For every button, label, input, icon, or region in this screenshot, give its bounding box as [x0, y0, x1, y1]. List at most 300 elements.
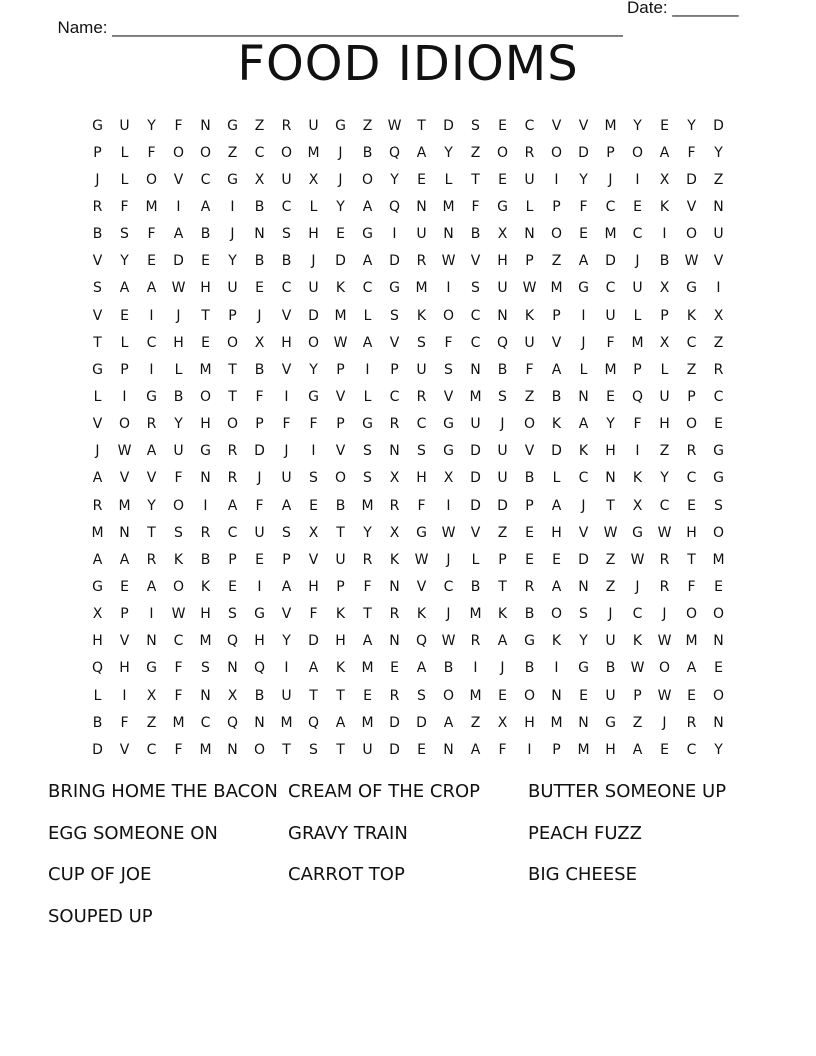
grid-letter[interactable]: O: [172, 578, 185, 595]
grid-letter[interactable]: D: [686, 171, 697, 188]
grid-letter[interactable]: X: [659, 171, 670, 188]
grid-letter[interactable]: Y: [282, 633, 291, 650]
grid-letter[interactable]: C: [254, 144, 265, 161]
grid-letter[interactable]: E: [525, 551, 534, 568]
grid-letter[interactable]: H: [605, 741, 616, 758]
grid-letter[interactable]: K: [335, 606, 346, 623]
grid-letter[interactable]: Z: [605, 578, 616, 595]
grid-letter[interactable]: J: [581, 334, 586, 351]
grid-letter[interactable]: B: [173, 388, 184, 405]
grid-letter[interactable]: K: [686, 307, 697, 324]
grid-letter[interactable]: R: [227, 443, 238, 460]
grid-letter[interactable]: Y: [606, 416, 615, 433]
grid-letter[interactable]: A: [308, 660, 319, 677]
grid-letter[interactable]: H: [605, 443, 616, 460]
grid-letter[interactable]: O: [199, 144, 212, 161]
grid-letter[interactable]: D: [389, 253, 400, 270]
grid-letter[interactable]: N: [146, 633, 157, 650]
grid-letter[interactable]: U: [254, 524, 265, 541]
grid-letter[interactable]: N: [443, 741, 454, 758]
word-search-grid[interactable]: [84, 112, 732, 763]
grid-letter[interactable]: W: [657, 687, 672, 704]
grid-letter[interactable]: N: [227, 660, 238, 677]
grid-letter[interactable]: H: [497, 253, 508, 270]
grid-letter[interactable]: O: [226, 334, 239, 351]
grid-letter[interactable]: C: [524, 117, 535, 134]
grid-letter[interactable]: V: [335, 443, 346, 460]
grid-letter[interactable]: I: [149, 606, 154, 623]
grid-letter[interactable]: X: [632, 497, 643, 514]
grid-letter[interactable]: F: [174, 741, 183, 758]
grid-letter[interactable]: T: [282, 741, 291, 758]
grid-letter[interactable]: R: [416, 253, 427, 270]
grid-letter[interactable]: A: [281, 497, 292, 514]
grid-letter[interactable]: E: [714, 416, 723, 433]
grid-letter[interactable]: O: [658, 660, 671, 677]
grid-letter[interactable]: X: [389, 470, 400, 487]
grid-letter[interactable]: F: [471, 198, 480, 215]
grid-letter[interactable]: P: [606, 144, 615, 161]
grid-letter[interactable]: K: [389, 551, 400, 568]
grid-letter[interactable]: K: [578, 443, 589, 460]
grid-letter[interactable]: L: [525, 198, 534, 215]
grid-letter[interactable]: H: [254, 633, 265, 650]
grid-letter[interactable]: X: [443, 470, 454, 487]
grid-letter[interactable]: I: [554, 660, 559, 677]
grid-letter[interactable]: V: [119, 633, 130, 650]
grid-letter[interactable]: I: [311, 443, 316, 460]
grid-letter[interactable]: R: [200, 524, 211, 541]
grid-letter[interactable]: W: [630, 660, 645, 677]
grid-letter[interactable]: E: [606, 388, 615, 405]
grid-letter[interactable]: L: [120, 171, 129, 188]
grid-letter[interactable]: J: [662, 606, 667, 623]
grid-letter[interactable]: B: [92, 226, 103, 243]
grid-letter[interactable]: B: [551, 388, 562, 405]
grid-letter[interactable]: V: [389, 334, 400, 351]
grid-letter[interactable]: M: [280, 714, 293, 731]
grid-letter[interactable]: L: [120, 334, 129, 351]
grid-letter[interactable]: I: [635, 443, 640, 460]
grid-letter[interactable]: U: [497, 470, 508, 487]
grid-letter[interactable]: F: [687, 578, 696, 595]
grid-letter[interactable]: P: [336, 578, 345, 595]
grid-letter[interactable]: U: [605, 687, 616, 704]
grid-letter[interactable]: G: [362, 226, 373, 243]
grid-letter[interactable]: G: [146, 660, 157, 677]
grid-letter[interactable]: Z: [713, 334, 724, 351]
grid-letter[interactable]: W: [441, 633, 456, 650]
grid-letter[interactable]: N: [254, 226, 265, 243]
grid-letter[interactable]: P: [498, 551, 507, 568]
grid-letter[interactable]: F: [579, 198, 588, 215]
grid-letter[interactable]: T: [498, 578, 507, 595]
grid-letter[interactable]: X: [389, 524, 400, 541]
grid-letter[interactable]: L: [363, 388, 372, 405]
grid-letter[interactable]: W: [657, 524, 672, 541]
grid-letter[interactable]: C: [173, 633, 184, 650]
grid-letter[interactable]: U: [281, 470, 292, 487]
grid-letter[interactable]: V: [578, 117, 589, 134]
grid-letter[interactable]: D: [470, 470, 481, 487]
grid-letter[interactable]: J: [446, 551, 451, 568]
grid-letter[interactable]: O: [334, 470, 347, 487]
grid-letter[interactable]: L: [174, 361, 183, 378]
grid-letter[interactable]: N: [200, 687, 211, 704]
grid-letter[interactable]: Z: [470, 144, 481, 161]
grid-letter[interactable]: I: [230, 198, 235, 215]
grid-letter[interactable]: I: [662, 226, 667, 243]
grid-letter[interactable]: B: [254, 253, 265, 270]
grid-letter[interactable]: Z: [497, 524, 508, 541]
grid-letter[interactable]: C: [659, 497, 670, 514]
grid-letter[interactable]: O: [307, 334, 320, 351]
grid-letter[interactable]: M: [145, 198, 158, 215]
grid-letter[interactable]: E: [147, 253, 156, 270]
grid-letter[interactable]: C: [227, 524, 238, 541]
grid-letter[interactable]: P: [228, 307, 237, 324]
grid-letter[interactable]: C: [146, 334, 157, 351]
grid-letter[interactable]: T: [228, 388, 237, 405]
grid-letter[interactable]: S: [471, 280, 480, 297]
grid-letter[interactable]: M: [469, 388, 482, 405]
grid-letter[interactable]: I: [284, 660, 289, 677]
grid-letter[interactable]: G: [497, 198, 508, 215]
grid-letter[interactable]: A: [335, 714, 346, 731]
grid-letter[interactable]: M: [361, 660, 374, 677]
grid-letter[interactable]: R: [524, 578, 535, 595]
grid-letter[interactable]: Q: [91, 660, 104, 677]
grid-letter[interactable]: U: [524, 171, 535, 188]
grid-letter[interactable]: H: [308, 578, 319, 595]
grid-letter[interactable]: U: [470, 416, 481, 433]
grid-letter[interactable]: O: [550, 606, 563, 623]
grid-letter[interactable]: O: [550, 226, 563, 243]
grid-letter[interactable]: A: [416, 144, 427, 161]
grid-letter[interactable]: I: [149, 307, 154, 324]
grid-letter[interactable]: D: [713, 117, 724, 134]
grid-letter[interactable]: O: [199, 388, 212, 405]
grid-letter[interactable]: L: [363, 307, 372, 324]
grid-letter[interactable]: L: [120, 144, 129, 161]
grid-letter[interactable]: C: [470, 307, 481, 324]
grid-letter[interactable]: N: [200, 117, 211, 134]
grid-letter[interactable]: G: [308, 388, 319, 405]
grid-letter[interactable]: C: [686, 741, 697, 758]
grid-letter[interactable]: A: [92, 470, 103, 487]
grid-letter[interactable]: S: [120, 226, 129, 243]
grid-letter[interactable]: H: [416, 470, 427, 487]
grid-letter[interactable]: G: [524, 633, 535, 650]
grid-letter[interactable]: J: [95, 171, 100, 188]
grid-letter[interactable]: C: [281, 280, 292, 297]
grid-letter[interactable]: C: [389, 388, 400, 405]
grid-letter[interactable]: F: [282, 416, 291, 433]
grid-letter[interactable]: K: [632, 470, 643, 487]
grid-letter[interactable]: N: [416, 198, 427, 215]
grid-letter[interactable]: B: [497, 361, 508, 378]
grid-letter[interactable]: C: [200, 171, 211, 188]
grid-letter[interactable]: U: [497, 443, 508, 460]
grid-letter[interactable]: V: [281, 606, 292, 623]
grid-letter[interactable]: E: [660, 117, 669, 134]
grid-letter[interactable]: N: [200, 470, 211, 487]
grid-letter[interactable]: Q: [253, 660, 266, 677]
grid-letter[interactable]: E: [255, 280, 264, 297]
grid-letter[interactable]: G: [92, 578, 103, 595]
grid-letter[interactable]: U: [308, 117, 319, 134]
grid-letter[interactable]: F: [525, 361, 534, 378]
grid-letter[interactable]: M: [604, 117, 617, 134]
grid-letter[interactable]: X: [713, 307, 724, 324]
grid-letter[interactable]: A: [551, 578, 562, 595]
grid-letter[interactable]: B: [281, 253, 292, 270]
grid-letter[interactable]: E: [417, 741, 426, 758]
grid-letter[interactable]: J: [635, 578, 640, 595]
grid-letter[interactable]: M: [361, 714, 374, 731]
grid-letter[interactable]: J: [311, 253, 316, 270]
grid-letter[interactable]: C: [713, 388, 724, 405]
grid-letter[interactable]: V: [470, 253, 481, 270]
grid-letter[interactable]: E: [552, 551, 561, 568]
grid-letter[interactable]: O: [631, 144, 644, 161]
grid-letter[interactable]: B: [470, 226, 481, 243]
grid-letter[interactable]: E: [498, 171, 507, 188]
grid-letter[interactable]: H: [524, 714, 535, 731]
grid-letter[interactable]: G: [713, 470, 724, 487]
grid-letter[interactable]: B: [254, 198, 265, 215]
grid-letter[interactable]: E: [363, 687, 372, 704]
grid-letter[interactable]: V: [119, 741, 130, 758]
grid-letter[interactable]: H: [200, 606, 211, 623]
grid-letter[interactable]: X: [254, 171, 265, 188]
grid-letter[interactable]: R: [389, 416, 400, 433]
grid-letter[interactable]: U: [497, 280, 508, 297]
grid-letter[interactable]: P: [633, 361, 642, 378]
grid-letter[interactable]: Y: [363, 524, 372, 541]
grid-letter[interactable]: W: [441, 524, 456, 541]
grid-letter[interactable]: A: [551, 361, 562, 378]
grid-letter[interactable]: E: [417, 171, 426, 188]
grid-letter[interactable]: F: [120, 198, 129, 215]
grid-letter[interactable]: G: [713, 443, 724, 460]
grid-letter[interactable]: A: [416, 660, 427, 677]
grid-letter[interactable]: G: [227, 171, 238, 188]
grid-letter[interactable]: N: [470, 361, 481, 378]
grid-letter[interactable]: S: [228, 606, 237, 623]
grid-letter[interactable]: S: [390, 307, 399, 324]
grid-letter[interactable]: M: [172, 714, 185, 731]
grid-letter[interactable]: J: [230, 226, 235, 243]
grid-letter[interactable]: O: [685, 606, 698, 623]
grid-letter[interactable]: K: [200, 578, 211, 595]
grid-letter[interactable]: S: [714, 497, 723, 514]
grid-letter[interactable]: R: [92, 198, 103, 215]
grid-letter[interactable]: G: [92, 117, 103, 134]
grid-letter[interactable]: P: [552, 307, 561, 324]
grid-letter[interactable]: F: [174, 687, 183, 704]
grid-letter[interactable]: A: [119, 551, 130, 568]
grid-letter[interactable]: S: [201, 660, 210, 677]
grid-letter[interactable]: J: [176, 307, 181, 324]
grid-letter[interactable]: C: [605, 280, 616, 297]
grid-letter[interactable]: T: [606, 497, 615, 514]
date-field[interactable]: Date: _______: [627, 0, 739, 17]
grid-letter[interactable]: L: [309, 198, 318, 215]
grid-letter[interactable]: Y: [147, 117, 156, 134]
grid-letter[interactable]: O: [712, 606, 725, 623]
grid-letter[interactable]: P: [336, 361, 345, 378]
grid-letter[interactable]: D: [605, 253, 616, 270]
grid-letter[interactable]: D: [416, 714, 427, 731]
grid-letter[interactable]: L: [444, 171, 453, 188]
grid-letter[interactable]: V: [524, 443, 535, 460]
grid-letter[interactable]: G: [416, 524, 427, 541]
grid-letter[interactable]: H: [686, 524, 697, 541]
grid-letter[interactable]: Y: [444, 144, 453, 161]
grid-letter[interactable]: T: [336, 524, 345, 541]
grid-letter[interactable]: V: [578, 524, 589, 541]
grid-letter[interactable]: V: [92, 307, 103, 324]
grid-letter[interactable]: B: [605, 660, 616, 677]
grid-letter[interactable]: I: [284, 388, 289, 405]
grid-letter[interactable]: G: [632, 524, 643, 541]
grid-letter[interactable]: U: [119, 117, 130, 134]
grid-letter[interactable]: G: [578, 280, 589, 297]
grid-letter[interactable]: R: [389, 687, 400, 704]
grid-letter[interactable]: T: [201, 307, 210, 324]
grid-letter[interactable]: O: [712, 687, 725, 704]
grid-letter[interactable]: O: [523, 416, 536, 433]
grid-letter[interactable]: C: [443, 578, 454, 595]
grid-letter[interactable]: N: [551, 687, 562, 704]
grid-letter[interactable]: T: [309, 687, 318, 704]
grid-letter[interactable]: D: [92, 741, 103, 758]
grid-letter[interactable]: B: [524, 660, 535, 677]
grid-letter[interactable]: B: [443, 660, 454, 677]
grid-letter[interactable]: W: [630, 551, 645, 568]
grid-letter[interactable]: I: [122, 687, 127, 704]
grid-letter[interactable]: O: [523, 687, 536, 704]
grid-letter[interactable]: D: [470, 443, 481, 460]
grid-letter[interactable]: H: [281, 334, 292, 351]
grid-letter[interactable]: V: [335, 388, 346, 405]
grid-letter[interactable]: A: [200, 198, 211, 215]
grid-letter[interactable]: E: [201, 253, 210, 270]
grid-letter[interactable]: X: [659, 334, 670, 351]
grid-letter[interactable]: Z: [686, 361, 697, 378]
grid-letter[interactable]: E: [309, 497, 318, 514]
grid-letter[interactable]: D: [308, 307, 319, 324]
grid-letter[interactable]: P: [390, 361, 399, 378]
grid-letter[interactable]: M: [199, 361, 212, 378]
grid-letter[interactable]: K: [659, 198, 670, 215]
grid-letter[interactable]: H: [92, 633, 103, 650]
grid-letter[interactable]: C: [281, 198, 292, 215]
grid-letter[interactable]: Q: [226, 714, 239, 731]
grid-letter[interactable]: D: [578, 551, 589, 568]
grid-letter[interactable]: J: [662, 714, 667, 731]
grid-letter[interactable]: G: [92, 361, 103, 378]
grid-letter[interactable]: S: [363, 470, 372, 487]
grid-letter[interactable]: N: [713, 714, 724, 731]
grid-letter[interactable]: K: [416, 307, 427, 324]
grid-letter[interactable]: E: [579, 687, 588, 704]
grid-letter[interactable]: R: [146, 551, 157, 568]
grid-letter[interactable]: R: [281, 117, 292, 134]
grid-letter[interactable]: Q: [388, 198, 401, 215]
grid-letter[interactable]: V: [551, 117, 562, 134]
grid-letter[interactable]: R: [362, 551, 373, 568]
grid-letter[interactable]: D: [470, 497, 481, 514]
grid-letter[interactable]: F: [174, 470, 183, 487]
grid-letter[interactable]: U: [335, 551, 346, 568]
grid-letter[interactable]: T: [417, 117, 426, 134]
grid-letter[interactable]: O: [442, 307, 455, 324]
grid-letter[interactable]: O: [226, 416, 239, 433]
grid-letter[interactable]: S: [93, 280, 102, 297]
grid-letter[interactable]: I: [446, 497, 451, 514]
grid-letter[interactable]: G: [578, 660, 589, 677]
grid-letter[interactable]: Q: [388, 144, 401, 161]
grid-letter[interactable]: P: [525, 253, 534, 270]
grid-letter[interactable]: O: [685, 226, 698, 243]
grid-letter[interactable]: N: [524, 226, 535, 243]
grid-letter[interactable]: L: [93, 687, 102, 704]
grid-letter[interactable]: P: [120, 606, 129, 623]
grid-letter[interactable]: H: [308, 226, 319, 243]
grid-letter[interactable]: A: [362, 253, 373, 270]
grid-letter[interactable]: O: [145, 171, 158, 188]
grid-letter[interactable]: X: [227, 687, 238, 704]
grid-letter[interactable]: W: [414, 551, 429, 568]
grid-letter[interactable]: E: [228, 578, 237, 595]
grid-letter[interactable]: F: [255, 388, 264, 405]
grid-letter[interactable]: T: [471, 171, 480, 188]
grid-letter[interactable]: T: [687, 551, 696, 568]
grid-letter[interactable]: L: [471, 551, 480, 568]
grid-letter[interactable]: G: [389, 280, 400, 297]
grid-letter[interactable]: M: [550, 280, 563, 297]
grid-letter[interactable]: A: [659, 144, 670, 161]
grid-letter[interactable]: J: [338, 171, 343, 188]
grid-letter[interactable]: F: [174, 117, 183, 134]
grid-letter[interactable]: A: [146, 578, 157, 595]
grid-letter[interactable]: G: [362, 416, 373, 433]
grid-letter[interactable]: A: [578, 253, 589, 270]
grid-letter[interactable]: A: [173, 226, 184, 243]
grid-letter[interactable]: C: [416, 416, 427, 433]
grid-letter[interactable]: Y: [579, 171, 588, 188]
grid-letter[interactable]: E: [687, 687, 696, 704]
grid-letter[interactable]: F: [120, 714, 129, 731]
grid-letter[interactable]: S: [282, 226, 291, 243]
grid-letter[interactable]: V: [146, 470, 157, 487]
grid-letter[interactable]: S: [417, 443, 426, 460]
grid-letter[interactable]: P: [228, 551, 237, 568]
grid-letter[interactable]: P: [93, 144, 102, 161]
grid-letter[interactable]: P: [336, 416, 345, 433]
grid-letter[interactable]: F: [444, 334, 453, 351]
grid-letter[interactable]: H: [551, 524, 562, 541]
grid-letter[interactable]: X: [146, 687, 157, 704]
grid-letter[interactable]: T: [336, 741, 345, 758]
grid-letter[interactable]: T: [336, 687, 345, 704]
grid-letter[interactable]: F: [417, 497, 426, 514]
grid-letter[interactable]: P: [282, 551, 291, 568]
grid-letter[interactable]: Z: [227, 144, 238, 161]
grid-letter[interactable]: V: [308, 551, 319, 568]
